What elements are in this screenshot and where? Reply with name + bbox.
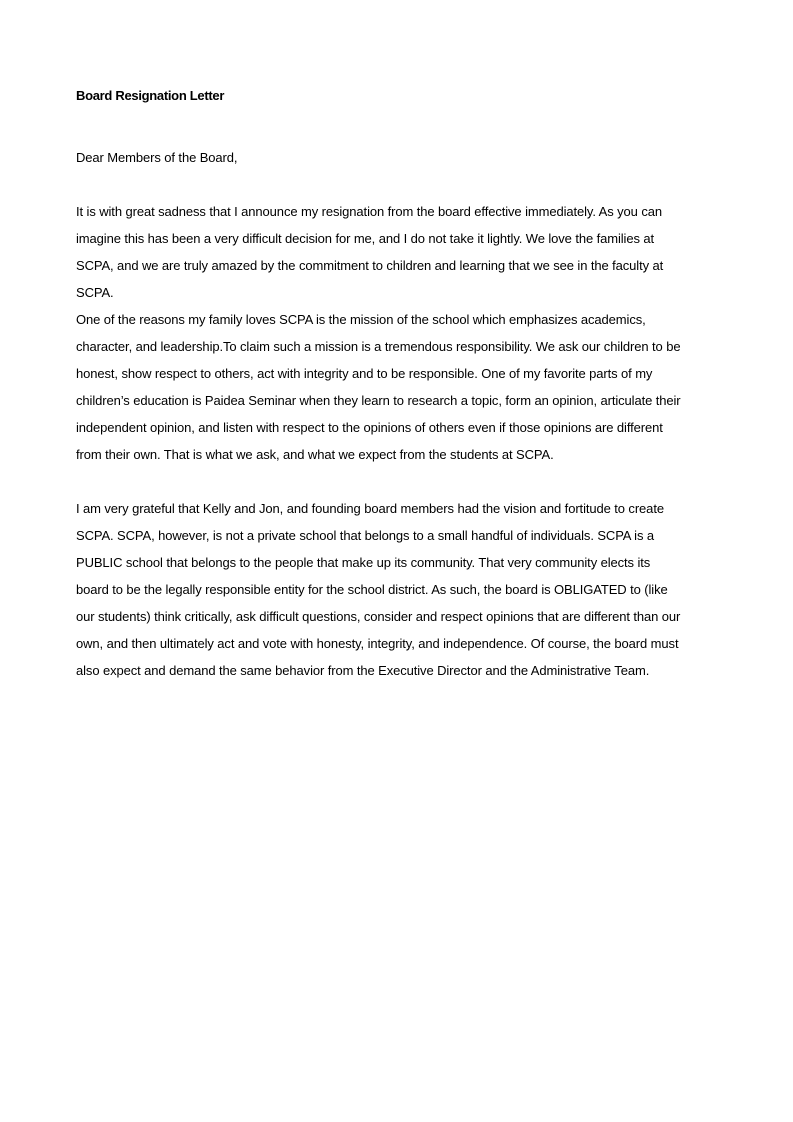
paragraph-line: children’s education is Paidea Seminar when they learn to research a topic, form an opinion, articulate their bbox=[76, 393, 681, 408]
paragraph-line: board to be the legally responsible entity for the school district. As such, the board is OBLIGATED to (like bbox=[76, 582, 668, 597]
paragraph-line: imagine this has been a very difficult decision for me, and I do not take it lightly. We love the families at bbox=[76, 231, 655, 246]
paragraph-line: SCPA, and we are truly amazed by the commitment to children and learning that we see in the faculty at bbox=[76, 258, 664, 273]
salutation: Dear Members of the Board, bbox=[76, 150, 238, 165]
paragraph-line: our students) think critically, ask difficult questions, consider and respect opinions that are different than our bbox=[76, 609, 681, 624]
document-title: Board Resignation Letter bbox=[76, 88, 225, 103]
paragraph-line: independent opinion, and listen with respect to the opinions of others even if those opinions are different bbox=[76, 420, 663, 435]
paragraph-line: PUBLIC school that belongs to the people that make up its community. That very community elects its bbox=[76, 555, 651, 570]
paragraph-line: SCPA. bbox=[76, 285, 114, 300]
paragraph-line: own, and then ultimately act and vote with honesty, integrity, and independence. Of course, the board must bbox=[76, 636, 679, 651]
paragraph-line: from their own. That is what we ask, and what we expect from the students at SCPA. bbox=[76, 447, 554, 462]
paragraph-line: honest, show respect to others, act with integrity and to be responsible. One of my favorite parts of my bbox=[76, 366, 653, 381]
paragraph-line: SCPA. SCPA, however, is not a private school that belongs to a small handful of individuals. SCPA is a bbox=[76, 528, 655, 543]
paragraph-line: It is with great sadness that I announce my resignation from the board effective immediately. As you can bbox=[76, 204, 662, 219]
paragraph-line: I am very grateful that Kelly and Jon, and founding board members had the vision and fortitude to create bbox=[76, 501, 664, 516]
paragraph-line: character, and leadership.To claim such a mission is a tremendous responsibility. We ask our children to be bbox=[76, 339, 681, 354]
paragraph-line: also expect and demand the same behavior from the Executive Director and the Administrative Team. bbox=[76, 663, 650, 678]
paragraph-line: One of the reasons my family loves SCPA is the mission of the school which emphasizes academics, bbox=[76, 312, 646, 327]
